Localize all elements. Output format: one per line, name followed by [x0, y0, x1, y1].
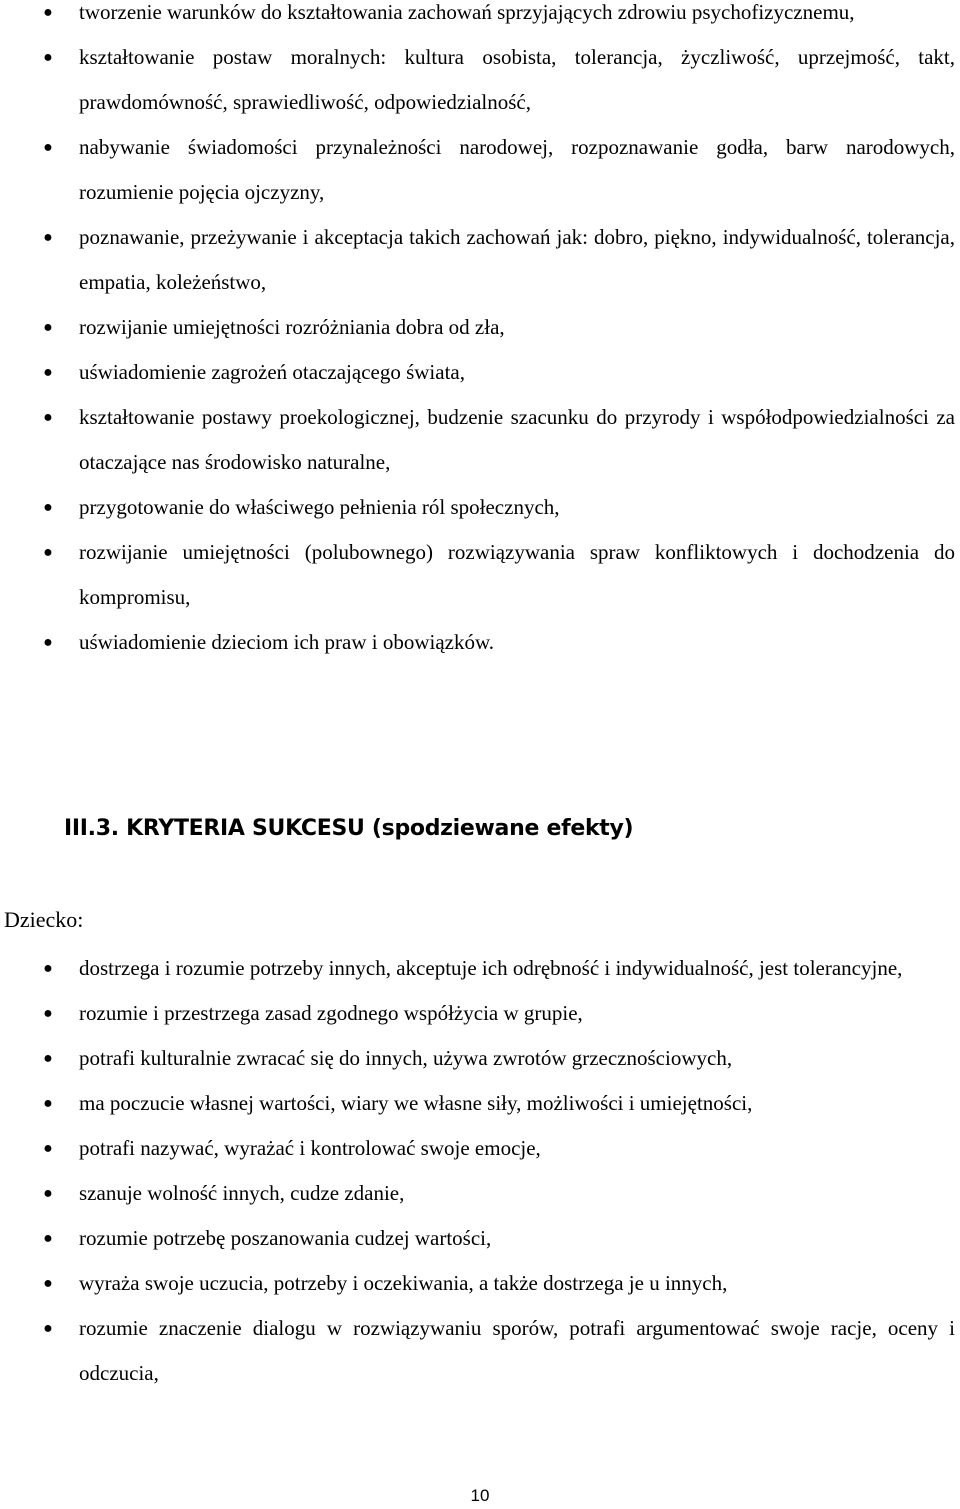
list-item: ● rozwijanie umiejętności (polubownego) rozwiązywania spraw konfliktowych i dochodzenia do kompromisu, [0, 530, 960, 620]
bullet-icon: ● [43, 49, 53, 66]
goals-list [0, 0, 960, 665]
bullet-icon: ● [43, 544, 53, 561]
list-item: ● szanuje wolność innych, cudze zdanie, [0, 1171, 960, 1216]
list-item: ● ma poczucie własnej wartości, wiary we własne siły, możliwości i umiejętności, [0, 1081, 960, 1126]
list-item: ● kształtowanie postawy proekologicznej, budzenie szacunku do przyrody i współodpowiedzialności za otaczające nas środowisko naturalne, [0, 395, 960, 485]
bullet-icon: ● [43, 1230, 53, 1247]
list-item: ● uświadomienie dzieciom ich praw i obowiązków. [0, 620, 960, 665]
list-item: ● rozumie znaczenie dialogu w rozwiązywaniu sporów, potrafi argumentować swoje racje, oceny i odczucia, [0, 1306, 960, 1396]
list-item: ● rozumie i przestrzega zasad zgodnego współżycia w grupie, [0, 991, 960, 1036]
list-item: ● tworzenie warunków do kształtowania zachowań sprzyjających zdrowiu psychofizycznemu, [0, 0, 960, 35]
section-heading: III.3. KRYTERIA SUKCESU (spodziewane efekty) [64, 816, 634, 841]
bullet-icon: ● [43, 634, 53, 651]
bullet-icon: ● [43, 1140, 53, 1157]
bullet-icon: ● [43, 319, 53, 336]
bullet-icon: ● [43, 139, 53, 156]
list-item: ● uświadomienie zagrożeń otaczającego świata, [0, 350, 960, 395]
list-item: ● rozwijanie umiejętności rozróżniania dobra od zła, [0, 305, 960, 350]
bullet-icon: ● [43, 4, 53, 21]
bullet-icon: ● [43, 1275, 53, 1292]
list-item: ● kształtowanie postaw moralnych: kultura osobista, tolerancja, życzliwość, uprzejmość, takt, prawdomówność, sprawiedliwość, odpowiedzialność, [0, 35, 960, 125]
bullet-icon: ● [43, 960, 53, 977]
bullet-icon: ● [43, 1095, 53, 1112]
bullet-icon: ● [43, 1050, 53, 1067]
bullet-icon: ● [43, 499, 53, 516]
bullet-icon: ● [43, 364, 53, 381]
list-item: ● wyraża swoje uczucia, potrzeby i oczekiwania, a także dostrzega je u innych, [0, 1261, 960, 1306]
bullet-icon: ● [43, 409, 53, 426]
bullet-icon: ● [43, 1005, 53, 1022]
page-number: 10 [470, 1486, 490, 1505]
list-item: ● rozumie potrzebę poszanowania cudzej wartości, [0, 1216, 960, 1261]
bullet-icon: ● [43, 1320, 53, 1337]
subject-label: Dziecko: [4, 907, 84, 932]
list-item: ● potrafi nazywać, wyrażać i kontrolować swoje emocje, [0, 1126, 960, 1171]
list-item: ● dostrzega i rozumie potrzeby innych, akceptuje ich odrębność i indywidualność, jest tolerancyjne, [0, 946, 960, 991]
list-item: ● poznawanie, przeżywanie i akceptacja takich zachowań jak: dobro, piękno, indywidualność, tolerancja, empatia, koleżeństwo, [0, 215, 960, 305]
bullet-icon: ● [43, 1185, 53, 1202]
list-item: ● przygotowanie do właściwego pełnienia ról społecznych, [0, 485, 960, 530]
list-item: ● potrafi kulturalnie zwracać się do innych, używa zwrotów grzecznościowych, [0, 1036, 960, 1081]
list-item: ● nabywanie świadomości przynależności narodowej, rozpoznawanie godła, barw narodowych, rozumienie pojęcia ojczyzny, [0, 125, 960, 215]
success-criteria-list [0, 946, 960, 1396]
bullet-icon: ● [43, 229, 53, 246]
